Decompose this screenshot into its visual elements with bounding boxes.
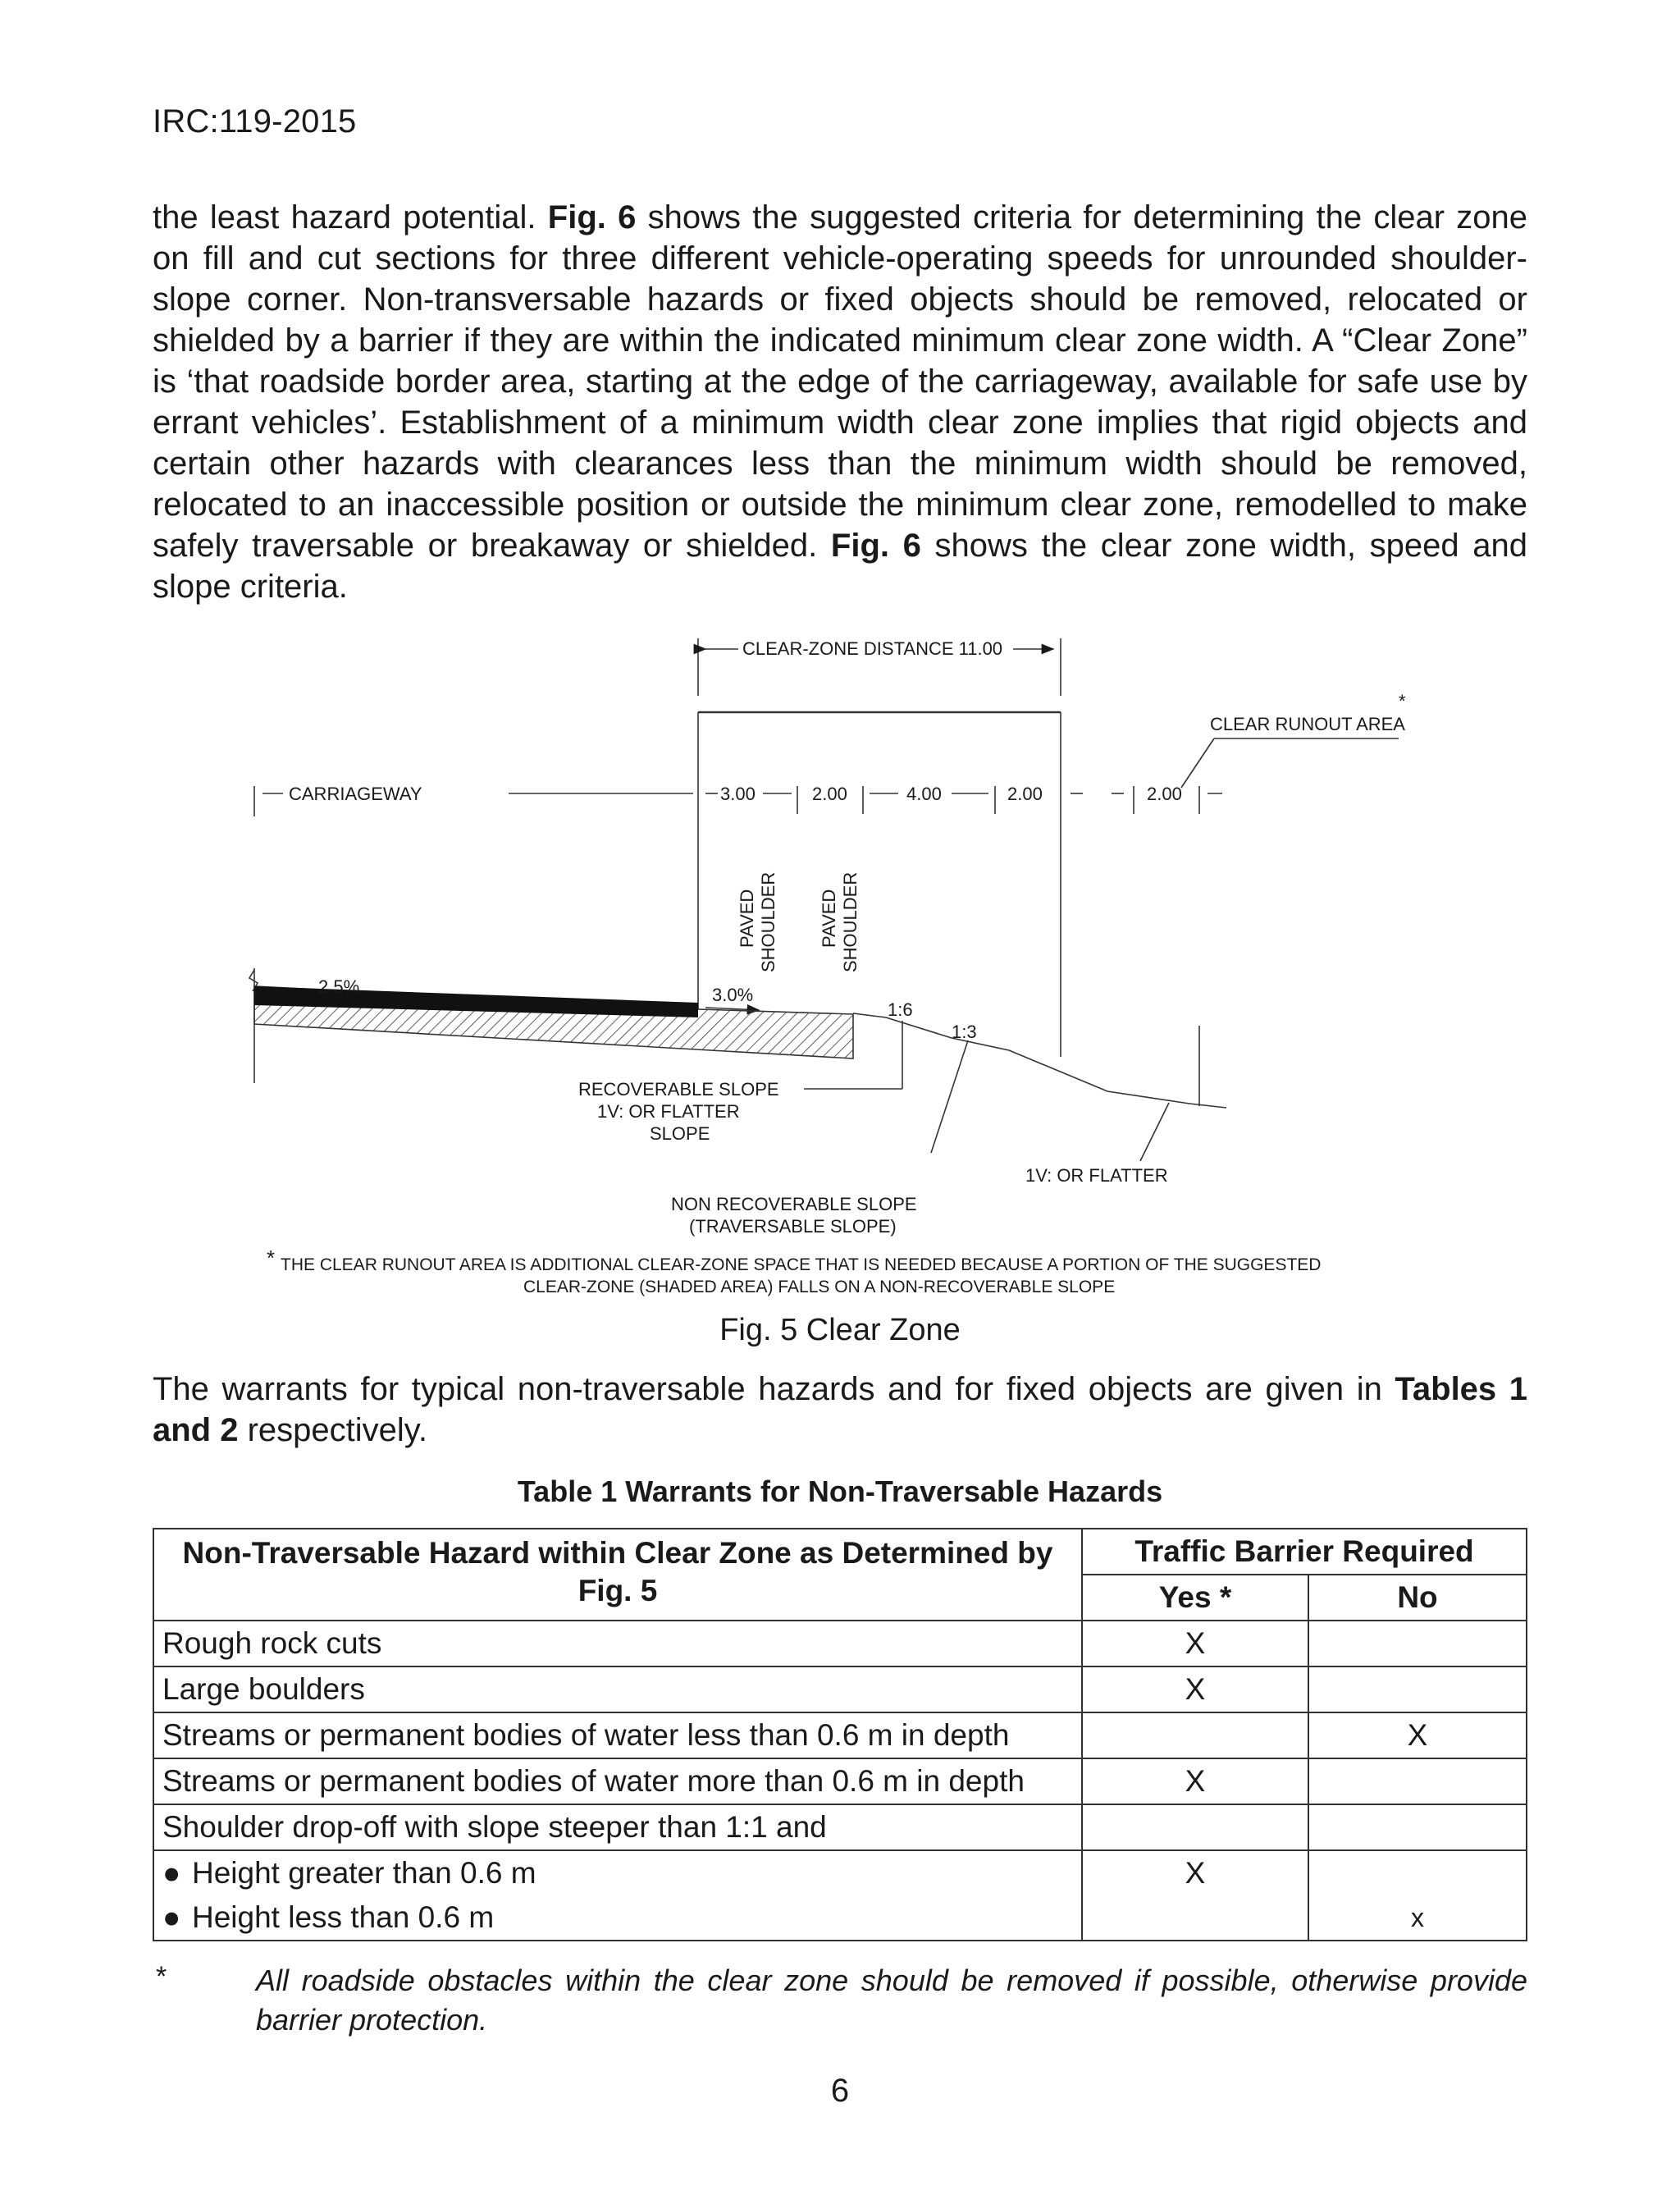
paved-shoulder-label-2b: SHOULDER — [840, 871, 861, 972]
table-header-row — [153, 1529, 1527, 1575]
no-cell — [1308, 1850, 1527, 1895]
dim-2-00-a: 2.00 — [812, 784, 847, 804]
non-recoverable-slope-label: NON RECOVERABLE SLOPE — [671, 1194, 917, 1214]
yes-cell: X — [1082, 1850, 1308, 1895]
bullet-icon: ● — [162, 1856, 181, 1890]
table-title: Table 1 Warrants for Non-Traversable Hazards — [517, 1474, 1163, 1508]
carriageway-label: CARRIAGEWAY — [289, 784, 422, 804]
hazard-cell: Streams or permanent bodies of water more than 0.6 m in depth — [153, 1758, 1082, 1804]
document-code-header: IRC:119-2015 — [153, 103, 357, 139]
recoverable-slope-label-2: 1V: OR FLATTER — [597, 1101, 740, 1122]
yes-cell: X — [1082, 1667, 1308, 1712]
yes-cell: X — [1082, 1621, 1308, 1667]
runout-note-line-2: CLEAR-ZONE (SHADED AREA) FALLS ON A NON-RECOVERABLE SLOPE — [523, 1278, 1116, 1296]
paragraph-text: shows the suggested criteria for determining the clear zone on fill and cut sections for three different vehicle-operating speeds for unrounded shoulder-slope corner. Non-transversable hazards or fixed objects should be removed, relocated or shielded by a barrier if they are within the indicated minimum clear zone width. A “Clear Zone” is ‘that roadside border area, starting at the edge of the carriageway, available for safe use by errant vehicles’. Establishment of a minimum width clear zone implies that rigid objects and certain other hazards with clearances less than the minimum width should be removed, relocated to an inaccessible position or outside the minimum clear zone, remodelled to make safely traversable or breakaway or shielded. — [153, 199, 1528, 564]
no-cell — [1308, 1621, 1527, 1667]
table-row — [153, 1758, 1527, 1804]
table-row — [153, 1804, 1527, 1850]
yes-cell — [1082, 1895, 1308, 1941]
recoverable-slope-label: RECOVERABLE SLOPE — [578, 1079, 779, 1100]
figure-reference: Fig. 6 — [830, 528, 921, 564]
table-footnote: All roadside obstacles within the clear zone should be removed if possible, otherwise provide barrier protection. — [256, 1964, 1527, 2037]
clear-zone-diagram — [246, 624, 1493, 1313]
dim-2-00-runout: 2.00 — [1147, 784, 1182, 804]
paved-shoulder-label-2a: PAVED — [819, 889, 839, 948]
header-hazard: Non-Traversable Hazard within Clear Zone as Determined by Fig. 5 — [153, 1529, 1082, 1621]
warrants-table — [153, 1528, 1527, 1941]
dim-3-00: 3.00 — [720, 784, 756, 804]
ratio-1-3-label: 1:3 — [952, 1022, 977, 1042]
shoulder-slope-label: 3.0% — [712, 985, 754, 1005]
dim-2-00-b: 2.00 — [1007, 784, 1043, 804]
hazard-cell — [153, 1850, 1082, 1895]
yes-cell: X — [1082, 1758, 1308, 1804]
no-cell: X — [1308, 1712, 1527, 1758]
paragraph-text: The warrants for typical non-traversable hazards and for fixed objects are given in — [153, 1371, 1395, 1407]
footnote-marker: * — [156, 1961, 167, 1992]
carriageway-slope-label: 2.5% — [318, 976, 360, 997]
paragraph-text: shows the clear zone width, speed and slope criteria. — [153, 528, 1528, 605]
hazard-cell: Rough rock cuts — [153, 1621, 1082, 1667]
table-row — [153, 1895, 1527, 1941]
table-reference: Tables 1 and 2 — [153, 1371, 1528, 1448]
table-row — [153, 1667, 1527, 1712]
no-cell: x — [1308, 1895, 1527, 1941]
figure-reference: Fig. 6 — [547, 199, 637, 235]
figure-caption: Fig. 5 Clear Zone — [719, 1313, 961, 1347]
header-yes: Yes * — [1082, 1575, 1308, 1621]
paragraph-text: the least hazard potential. — [153, 199, 548, 235]
paved-shoulder-label-1a: PAVED — [737, 889, 757, 948]
no-cell — [1308, 1804, 1527, 1850]
header-no: No — [1308, 1575, 1527, 1621]
table-row — [153, 1712, 1527, 1758]
page-number: 6 — [830, 2073, 850, 2109]
clear-runout-area-label: CLEAR RUNOUT AREA — [1210, 714, 1405, 734]
paragraph-text: respectively. — [238, 1412, 427, 1448]
traversable-slope-label: (TRAVERSABLE SLOPE) — [689, 1216, 897, 1237]
body-paragraph-2 — [153, 1369, 1527, 1451]
clear-zone-distance-label: CLEAR-ZONE DISTANCE 11.00 — [742, 638, 1003, 659]
runout-asterisk: * — [1399, 691, 1406, 711]
paved-shoulder-label-1b: SHOULDER — [758, 871, 778, 972]
no-cell — [1308, 1667, 1527, 1712]
table-row — [153, 1621, 1527, 1667]
no-cell — [1308, 1758, 1527, 1804]
hazard-cell: Streams or permanent bodies of water less than 0.6 m in depth — [153, 1712, 1082, 1758]
yes-cell — [1082, 1712, 1308, 1758]
note-asterisk: * — [267, 1246, 276, 1270]
hazard-text: Height less than 0.6 m — [192, 1900, 495, 1934]
bullet-icon: ● — [162, 1900, 181, 1934]
hazard-cell: Shoulder drop-off with slope steeper than 1:1 and — [153, 1804, 1082, 1850]
body-paragraph-1 — [153, 197, 1527, 607]
hazard-cell — [153, 1895, 1082, 1941]
dim-4-00: 4.00 — [906, 784, 942, 804]
hazard-cell: Large boulders — [153, 1667, 1082, 1712]
ratio-1-6-label: 1:6 — [888, 999, 913, 1020]
recoverable-slope-label-3: SLOPE — [650, 1123, 710, 1144]
flatter-slope-label: 1V: OR FLATTER — [1025, 1165, 1168, 1186]
hazard-text: Height greater than 0.6 m — [192, 1856, 536, 1890]
header-barrier-required: Traffic Barrier Required — [1082, 1529, 1527, 1575]
yes-cell — [1082, 1804, 1308, 1850]
runout-note-line-1: THE CLEAR RUNOUT AREA IS ADDITIONAL CLEAR-ZONE SPACE THAT IS NEEDED BECAUSE A PORTION OF THE SUGGESTED — [281, 1255, 1322, 1274]
table-row — [153, 1850, 1527, 1895]
